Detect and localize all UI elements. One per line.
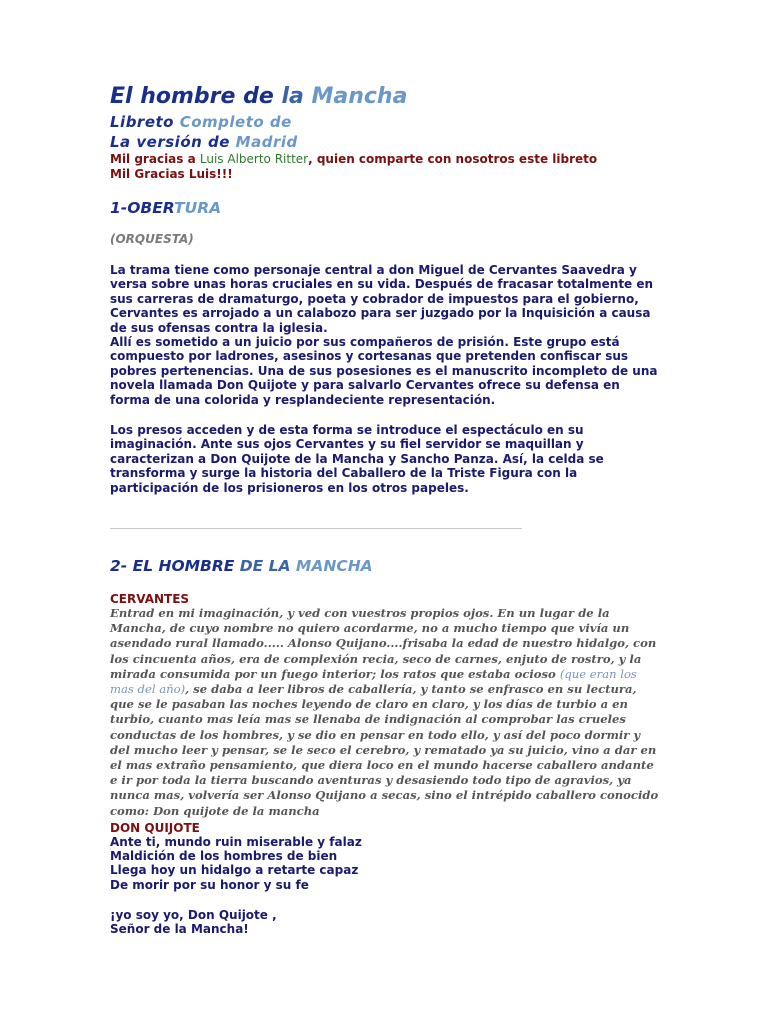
- section-hombre-mancha-heading: 2- EL HOMBRE DE LA MANCHA: [110, 557, 373, 575]
- speaker-don-quijote: DON QUIJOTE: [110, 821, 200, 835]
- paragraph-juicio: Allí es sometido a un juicio por sus compañeros de prisión. Este grupo está compuesto por ladrones, asesinos y cortesanas que pretenden confiscar sus pobres pertenencias. Una de sus posesiones es el manuscrito incompleto de una novela llamada Don Quijote y para salvarlo Cervantes ofrece su defensa en forma de una colorida y resplandeciente representación.: [110, 335, 658, 407]
- stage-direction-orquesta: (ORQUESTA): [110, 232, 194, 246]
- thanks-line: Mil gracias a Luis Alberto Ritter, quien comparte con nosotros este libreto: [110, 152, 598, 166]
- verse-stanza-1: Ante ti, mundo ruin miserable y falaz Maldición de los hombres de bien Llega hoy un hidalgo a retarte capaz De morir por su honor y su fe: [110, 835, 362, 892]
- paragraph-trama: La trama tiene como personaje central a don Miguel de Cervantes Saavedra y versa sobre unas horas cruciales en su vida. Después de fracasar totalmente en sus carreras de dramaturgo, poeta y cobrador de impuestos para el gobierno, Cervantes es arrojado a un calabozo para ser juzgado por la Inquisición a causa de sus ofensas contra la iglesia.: [110, 263, 654, 335]
- document-title: El hombre de la Mancha: [110, 84, 408, 109]
- speaker-cervantes: CERVANTES: [110, 592, 190, 606]
- verse-stanza-2: ¡yo soy yo, Don Quijote , Señor de la Mancha!: [110, 908, 277, 937]
- paragraph-presos: Los presos acceden y de esta forma se introduce el espectáculo en su imaginación. Ante sus ojos Cervantes y su fiel servidor se maquillan y caracterizan a Don Quijote de la Mancha y Sancho Panza. Así, la celda se transforma y surge la historia del Caballero de la Triste Figura con la participación de los prisioneros en los otros papeles.: [110, 423, 604, 495]
- subtitle-libreto: Libreto Completo de: [110, 113, 292, 131]
- subtitle-version: La versión de Madrid: [110, 133, 298, 151]
- section-divider: [110, 528, 522, 529]
- contributor-name: Luis Alberto Ritter: [199, 152, 309, 166]
- section-obertura-heading: 1-OBERTURA: [110, 199, 222, 217]
- speech-cervantes: Entrad en mi imaginación, y ved con vuestros propios ojos. En un lugar de la Mancha, de cuyo nombre no quiero acordarme, no a mucho tiempo que vivía un asendado rural llamado..... Alonso Quijano....frisaba la edad de nuestro hidalgo, con los cincuenta años, era de complexión recia, seco de carnes, enjuto de rostro, y la mirada consumida por un fuego interior; los ratos que estaba ocioso (que eran los mas del año), se daba a leer libros de caballería, y tanto se enfrasco en su lectura, que se le pasaban las noches leyendo de claro en claro, y los días de turbio a en turbio, cuanto mas leía mas se llenaba de indignación al comprobar las crueles conductas de los hombres, y se dio en pensar en todo ello, y así del poco dormir y del mucho leer y pensar, se le seco el cerebro, y rematado ya su juicio, vino a dar en el mas extraño pensamiento, que diera loco en el mundo hacerse caballero andante e ir por toda la tierra buscando aventuras y desasiendo todo tipo de agravios, ya nunca mas, volvería ser Alonso Quijano a secas, sino el intrépido caballero conocido como: Don quijote de la mancha: [110, 606, 659, 818]
- thanks-luis: Mil Gracias Luis!!!: [110, 167, 233, 181]
